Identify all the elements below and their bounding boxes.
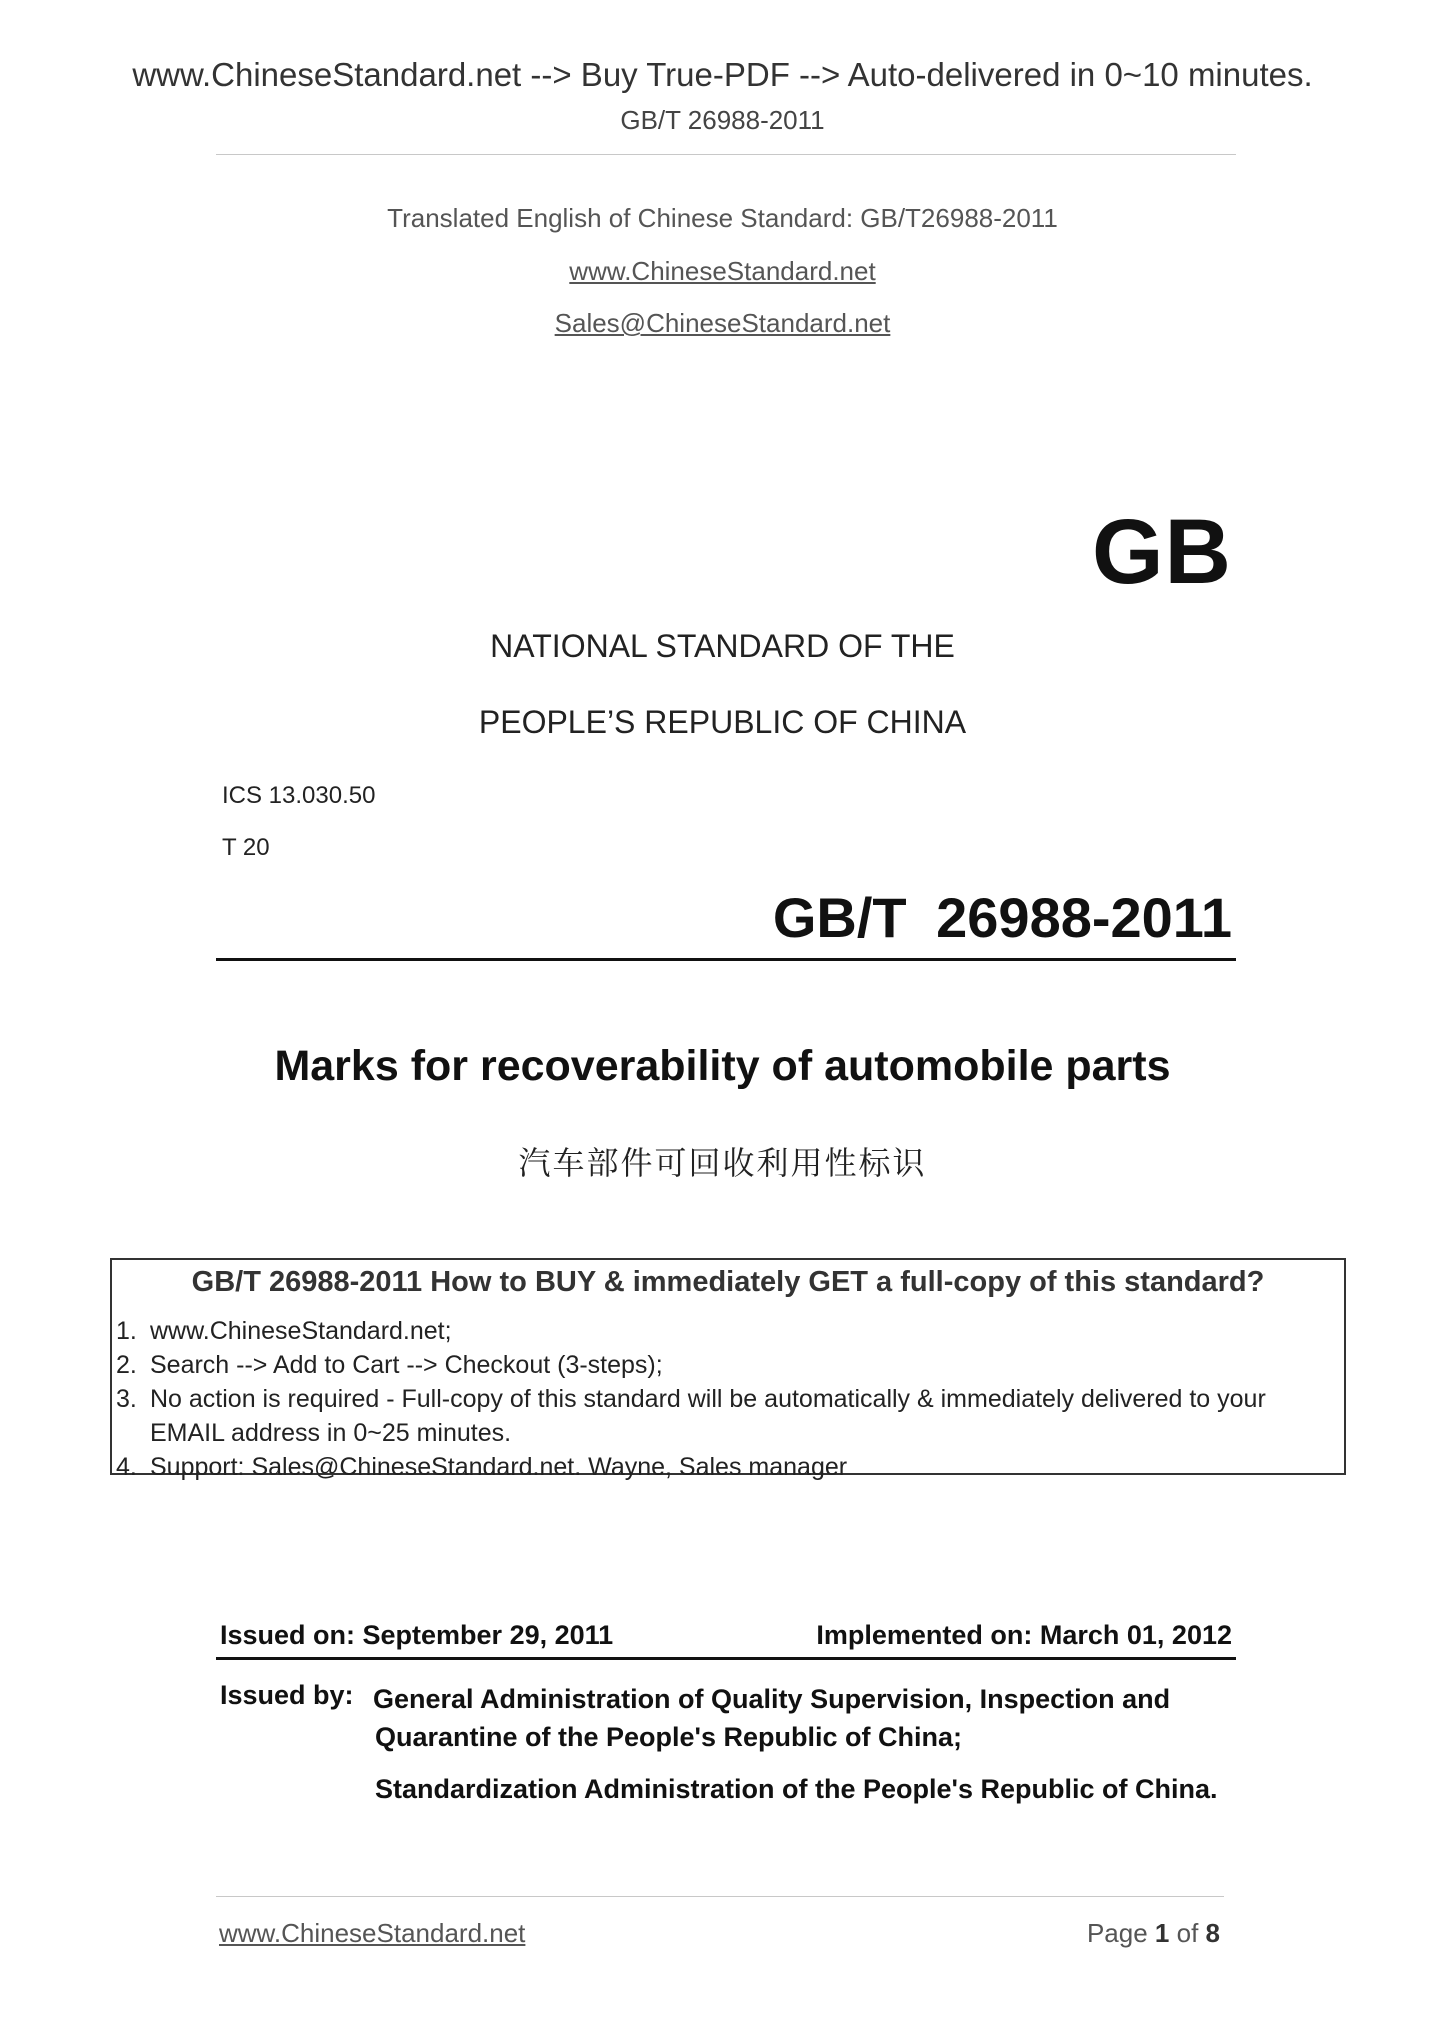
buy-info-box: [110, 1258, 1346, 1481]
list-item-number: 3.: [116, 1385, 137, 1413]
page-indicator: [1087, 1918, 1220, 1949]
gb-logo: GB: [1092, 501, 1232, 603]
list-item: [112, 1450, 1344, 1484]
top-banner: www.ChineseStandard.net --> Buy True-PDF --> Auto-delivered in 0~10 minutes.: [132, 56, 1313, 93]
site-link-container: [0, 256, 1445, 287]
list-item-text: Support: Sales@ChineseStandard.net. Wayne, Sales manager: [150, 1453, 848, 1481]
national-standard-line1: NATIONAL STANDARD OF THE: [490, 628, 955, 664]
implemented-on-date: Implemented on: March 01, 2012: [816, 1620, 1232, 1650]
list-item: [112, 1348, 1344, 1382]
issuer-aqsiq: General Administration of Quality Supervision, Inspection and Quarantine of the People's Republic of China;: [373, 1684, 1171, 1752]
header-standard-code: GB/T 26988-2011: [620, 105, 825, 135]
list-item-text: No action is required - Full-copy of this standard will be automatically & immediately delivered to your EMAIL address in 0~25 minutes.: [150, 1385, 1266, 1447]
email-link[interactable]: Sales@ChineseStandard.net: [554, 308, 891, 338]
page-current: 1: [1154, 1918, 1170, 1948]
list-item: [112, 1382, 1344, 1450]
list-item-number: 2.: [116, 1351, 137, 1379]
list-item-number: 1.: [116, 1317, 137, 1345]
issuers: [375, 1680, 1231, 1808]
page-total: 8: [1205, 1918, 1220, 1948]
title-chinese: 汽车部件可回收利用性标识: [518, 1145, 927, 1181]
buy-box-heading: GB/T 26988-2011 How to BUY & immediately GET a full-copy of this standard?: [191, 1266, 1265, 1298]
list-item-text[interactable]: www.ChineseStandard.net;: [150, 1317, 452, 1345]
buy-steps-list: [112, 1314, 1344, 1484]
footer-site-link[interactable]: www.ChineseStandard.net: [219, 1918, 526, 1948]
issuer-sac: Standardization Administration of the People's Republic of China.: [375, 1774, 1218, 1804]
page-prefix: Page: [1086, 1918, 1155, 1948]
footer-divider: [216, 1896, 1224, 1897]
list-item: [112, 1314, 1344, 1348]
translated-notice: Translated English of Chinese Standard: GB/T26988-2011: [387, 203, 1058, 233]
list-item-text: Search --> Add to Cart --> Checkout (3-steps);: [150, 1351, 663, 1379]
issue-divider: [216, 1657, 1236, 1660]
ics-code: ICS 13.030.50: [222, 782, 376, 809]
standard-number: GB/T 26988-2011: [772, 886, 1232, 949]
page-mid: of: [1169, 1918, 1206, 1948]
issued-by-label: Issued by:: [220, 1680, 354, 1710]
title-english: Marks for recoverability of automobile parts: [274, 1042, 1171, 1090]
classification-code: T 20: [222, 834, 270, 861]
national-standard-line2: PEOPLE’S REPUBLIC OF CHINA: [478, 704, 967, 740]
header-divider: [216, 154, 1236, 155]
list-item-number: 4.: [116, 1453, 137, 1481]
issued-on-date: Issued on: September 29, 2011: [220, 1620, 614, 1650]
site-link[interactable]: www.ChineseStandard.net: [569, 256, 876, 286]
standard-number-rule: [216, 958, 1236, 961]
email-link-container: [0, 308, 1445, 339]
